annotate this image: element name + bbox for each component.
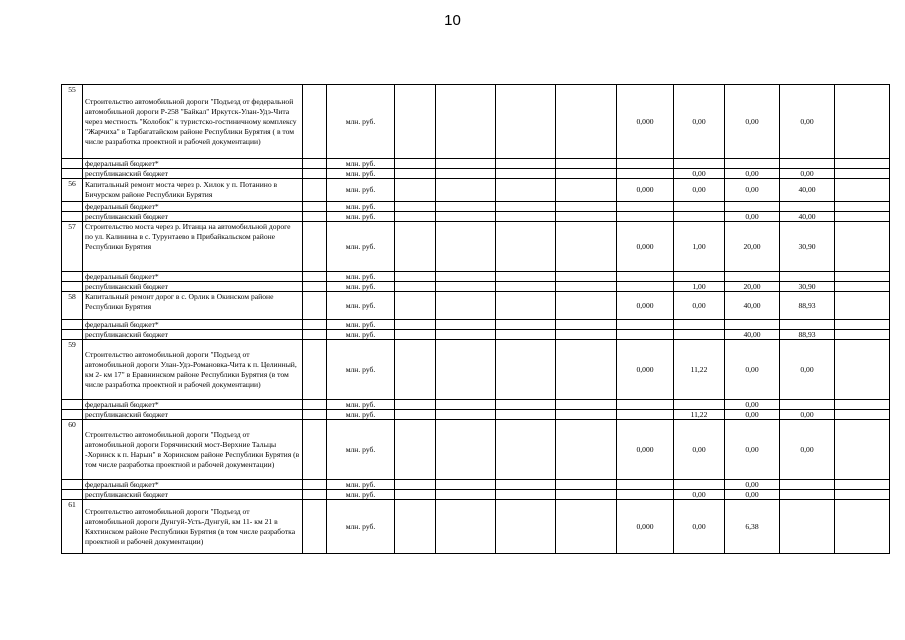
blank-cell (62, 330, 83, 340)
value-cell (674, 272, 725, 282)
blank-cell (62, 410, 83, 420)
blank-cell (835, 179, 890, 202)
value-cell: 0,00 (674, 169, 725, 179)
unit-cell: млн. руб. (327, 85, 395, 159)
value-cell (674, 480, 725, 490)
unit-cell: млн. руб. (327, 212, 395, 222)
unit-cell: млн. руб. (327, 500, 395, 554)
page-number: 10 (444, 12, 461, 29)
value-cell (725, 272, 780, 282)
blank-cell (556, 169, 617, 179)
blank-cell (496, 340, 556, 400)
blank-cell (556, 480, 617, 490)
blank-cell (556, 85, 617, 159)
blank-cell (436, 400, 496, 410)
value-cell: 20,00 (725, 222, 780, 272)
blank-cell (496, 500, 556, 554)
value-cell (780, 159, 835, 169)
blank-cell (62, 282, 83, 292)
blank-cell (556, 330, 617, 340)
blank-cell (62, 272, 83, 282)
value-cell: 0,000 (617, 420, 674, 480)
value-cell (674, 330, 725, 340)
value-cell: 0,000 (617, 222, 674, 272)
blank-cell (303, 490, 327, 500)
blank-cell (556, 222, 617, 272)
blank-cell (62, 320, 83, 330)
unit-cell: млн. руб. (327, 330, 395, 340)
blank-cell (556, 320, 617, 330)
value-cell (617, 282, 674, 292)
value-cell: 0,000 (617, 179, 674, 202)
budget-source: федеральный бюджет* (83, 159, 303, 169)
blank-cell (395, 179, 436, 202)
unit-cell: млн. руб. (327, 490, 395, 500)
table-row (62, 292, 890, 320)
blank-cell (395, 159, 436, 169)
value-cell: 40,00 (780, 212, 835, 222)
unit-cell: млн. руб. (327, 292, 395, 320)
blank-cell (496, 202, 556, 212)
blank-cell (436, 282, 496, 292)
blank-cell (496, 480, 556, 490)
row-number: 60 (62, 420, 83, 480)
value-cell: 0,00 (780, 420, 835, 480)
blank-cell (835, 202, 890, 212)
blank-cell (303, 292, 327, 320)
blank-cell (496, 400, 556, 410)
blank-cell (835, 330, 890, 340)
blank-cell (303, 85, 327, 159)
blank-cell (395, 420, 436, 480)
value-cell: 0,00 (674, 490, 725, 500)
blank-cell (303, 500, 327, 554)
project-name: Строительство автомобильной дороги "Подъезд от автомобильной дороги Горячинский мост-Верхние Тальцы -Хоринск к п. Нарын" в Хоринском районе Республики Бурятия (в том числе разработка проектной и рабочей документации) (83, 420, 303, 480)
blank-cell (835, 169, 890, 179)
budget-source: федеральный бюджет* (83, 320, 303, 330)
blank-cell (556, 410, 617, 420)
blank-cell (436, 480, 496, 490)
table-row (62, 169, 890, 179)
table-row (62, 490, 890, 500)
unit-cell: млн. руб. (327, 410, 395, 420)
value-cell: 0,00 (674, 500, 725, 554)
unit-cell: млн. руб. (327, 400, 395, 410)
value-cell (780, 480, 835, 490)
value-cell (617, 400, 674, 410)
blank-cell (496, 212, 556, 222)
value-cell (725, 202, 780, 212)
blank-cell (556, 490, 617, 500)
table-row (62, 420, 890, 480)
blank-cell (496, 320, 556, 330)
blank-cell (303, 480, 327, 490)
blank-cell (436, 85, 496, 159)
blank-cell (303, 212, 327, 222)
blank-cell (436, 179, 496, 202)
project-name: Строительство автомобильной дороги "Подъезд от автомобильной дороги Улан-Удэ-Романовка-Чита к п. Целинный, км 2- км 17" в Еравнинском районе Республики Бурятия (в том числе разработка проектной и рабочей документации) (83, 340, 303, 400)
blank-cell (395, 340, 436, 400)
blank-cell (62, 400, 83, 410)
blank-cell (835, 320, 890, 330)
table-row (62, 179, 890, 202)
blank-cell (303, 420, 327, 480)
value-cell: 0,00 (780, 410, 835, 420)
blank-cell (62, 212, 83, 222)
blank-cell (436, 212, 496, 222)
blank-cell (496, 169, 556, 179)
blank-cell (62, 480, 83, 490)
blank-cell (556, 400, 617, 410)
unit-cell: млн. руб. (327, 340, 395, 400)
blank-cell (395, 330, 436, 340)
blank-cell (436, 340, 496, 400)
row-number: 59 (62, 340, 83, 400)
blank-cell (303, 282, 327, 292)
blank-cell (436, 490, 496, 500)
value-cell: 40,00 (725, 330, 780, 340)
value-cell: 88,93 (780, 292, 835, 320)
blank-cell (62, 159, 83, 169)
row-number: 57 (62, 222, 83, 272)
blank-cell (436, 292, 496, 320)
blank-cell (395, 400, 436, 410)
row-number: 55 (62, 85, 83, 159)
blank-cell (835, 282, 890, 292)
blank-cell (496, 292, 556, 320)
budget-source: республиканский бюджет (83, 282, 303, 292)
value-cell: 0,00 (725, 179, 780, 202)
table-row (62, 212, 890, 222)
value-cell: 0,00 (725, 400, 780, 410)
blank-cell (303, 202, 327, 212)
budget-source: республиканский бюджет (83, 330, 303, 340)
value-cell: 0,000 (617, 500, 674, 554)
blank-cell (436, 320, 496, 330)
value-cell (617, 212, 674, 222)
blank-cell (496, 159, 556, 169)
table-row (62, 222, 890, 272)
value-cell: 0,00 (725, 169, 780, 179)
blank-cell (835, 480, 890, 490)
value-cell: 0,000 (617, 340, 674, 400)
blank-cell (556, 272, 617, 282)
blank-cell (835, 410, 890, 420)
blank-cell (835, 420, 890, 480)
blank-cell (395, 272, 436, 282)
table-row (62, 85, 890, 159)
blank-cell (556, 202, 617, 212)
value-cell (674, 320, 725, 330)
blank-cell (395, 222, 436, 272)
value-cell (780, 400, 835, 410)
value-cell: 0,00 (674, 85, 725, 159)
blank-cell (556, 212, 617, 222)
blank-cell (303, 179, 327, 202)
blank-cell (395, 85, 436, 159)
project-name: Строительство моста через р. Итанца на автомобильной дороге по ул. Калинина в с. Турунтаево в Прибайкальском районе Республики Бурятия (83, 222, 303, 272)
value-cell (780, 500, 835, 554)
value-cell: 0,00 (780, 85, 835, 159)
budget-source: федеральный бюджет* (83, 480, 303, 490)
blank-cell (395, 480, 436, 490)
unit-cell: млн. руб. (327, 202, 395, 212)
blank-cell (496, 410, 556, 420)
blank-cell (835, 212, 890, 222)
blank-cell (556, 179, 617, 202)
blank-cell (62, 202, 83, 212)
value-cell: 20,00 (725, 282, 780, 292)
value-cell: 0,00 (780, 340, 835, 400)
row-number: 56 (62, 179, 83, 202)
project-name: Строительство автомобильной дороги "Подъезд от автомобильной дороги Дунгуй-Усть-Дунгуй, км 11- км 21 в Кяхтинском районе Республики Бурятия (в том числе разработка проектной и рабочей документации) (83, 500, 303, 554)
blank-cell (436, 159, 496, 169)
value-cell: 11,22 (674, 340, 725, 400)
value-cell: 0,00 (725, 420, 780, 480)
value-cell (780, 320, 835, 330)
blank-cell (303, 400, 327, 410)
blank-cell (496, 490, 556, 500)
value-cell (617, 480, 674, 490)
budget-source: республиканский бюджет (83, 169, 303, 179)
blank-cell (556, 282, 617, 292)
value-cell (617, 490, 674, 500)
blank-cell (556, 340, 617, 400)
unit-cell: млн. руб. (327, 222, 395, 272)
unit-cell: млн. руб. (327, 272, 395, 282)
blank-cell (556, 500, 617, 554)
blank-cell (436, 330, 496, 340)
budget-table (61, 84, 890, 554)
blank-cell (835, 159, 890, 169)
blank-cell (556, 159, 617, 169)
blank-cell (496, 272, 556, 282)
unit-cell: млн. руб. (327, 169, 395, 179)
value-cell (674, 202, 725, 212)
value-cell: 40,00 (780, 179, 835, 202)
value-cell (780, 272, 835, 282)
value-cell: 11,22 (674, 410, 725, 420)
blank-cell (496, 179, 556, 202)
budget-source: республиканский бюджет (83, 212, 303, 222)
budget-source: федеральный бюджет* (83, 272, 303, 282)
blank-cell (835, 340, 890, 400)
value-cell (780, 202, 835, 212)
value-cell: 0,00 (780, 169, 835, 179)
table-row (62, 320, 890, 330)
project-name: Капитальный ремонт дорог в с. Орлик в Окинском районе Республики Бурятия (83, 292, 303, 320)
unit-cell: млн. руб. (327, 282, 395, 292)
blank-cell (436, 500, 496, 554)
value-cell (617, 410, 674, 420)
blank-cell (62, 490, 83, 500)
blank-cell (395, 490, 436, 500)
blank-cell (303, 320, 327, 330)
budget-source: федеральный бюджет* (83, 400, 303, 410)
value-cell (617, 169, 674, 179)
row-number: 61 (62, 500, 83, 554)
blank-cell (835, 490, 890, 500)
blank-cell (395, 212, 436, 222)
blank-cell (395, 500, 436, 554)
blank-cell (303, 159, 327, 169)
blank-cell (835, 222, 890, 272)
value-cell: 1,00 (674, 282, 725, 292)
value-cell: 0,00 (725, 85, 780, 159)
value-cell: 30,90 (780, 222, 835, 272)
value-cell (674, 400, 725, 410)
table-row (62, 282, 890, 292)
budget-source: федеральный бюджет* (83, 202, 303, 212)
blank-cell (303, 169, 327, 179)
value-cell (617, 320, 674, 330)
blank-cell (303, 272, 327, 282)
blank-cell (496, 420, 556, 480)
unit-cell: млн. руб. (327, 320, 395, 330)
blank-cell (303, 340, 327, 400)
table-row (62, 330, 890, 340)
unit-cell: млн. руб. (327, 179, 395, 202)
blank-cell (62, 169, 83, 179)
blank-cell (496, 85, 556, 159)
value-cell (780, 490, 835, 500)
blank-cell (556, 292, 617, 320)
table-row (62, 340, 890, 400)
budget-source: республиканский бюджет (83, 490, 303, 500)
blank-cell (835, 400, 890, 410)
value-cell: 1,00 (674, 222, 725, 272)
blank-cell (496, 330, 556, 340)
value-cell: 0,00 (674, 420, 725, 480)
value-cell (725, 159, 780, 169)
value-cell (674, 159, 725, 169)
value-cell: 0,00 (674, 292, 725, 320)
blank-cell (395, 292, 436, 320)
value-cell: 88,93 (780, 330, 835, 340)
value-cell: 0,00 (725, 340, 780, 400)
blank-cell (395, 410, 436, 420)
blank-cell (496, 222, 556, 272)
value-cell: 0,000 (617, 85, 674, 159)
table-row (62, 410, 890, 420)
value-cell (617, 272, 674, 282)
value-cell: 0,00 (725, 212, 780, 222)
value-cell: 0,00 (725, 480, 780, 490)
blank-cell (436, 202, 496, 212)
blank-cell (436, 222, 496, 272)
table-row (62, 480, 890, 490)
blank-cell (436, 420, 496, 480)
value-cell: 6,38 (725, 500, 780, 554)
row-number: 58 (62, 292, 83, 320)
value-cell (725, 320, 780, 330)
table-row (62, 500, 890, 554)
value-cell: 40,00 (725, 292, 780, 320)
project-name: Капитальный ремонт моста через р. Хилок у п. Потанино в Бичурском районе Республики Бурятия (83, 179, 303, 202)
project-name: Строительство автомобильной дороги "Подъезд от федеральной автомобильной дороги Р-258 "Байкал" Иркутск-Улан-Удэ-Чита через местность "Колобок" к туристско-гостиничному комплексу "Жарчиха" в Тарбагатайском районе Республики Бурятия ( в том числе разработка проектной и рабочей документации) (83, 85, 303, 159)
blank-cell (395, 202, 436, 212)
value-cell: 0,00 (674, 179, 725, 202)
blank-cell (835, 85, 890, 159)
value-cell (617, 202, 674, 212)
blank-cell (303, 410, 327, 420)
table-row (62, 202, 890, 212)
blank-cell (395, 320, 436, 330)
blank-cell (436, 410, 496, 420)
blank-cell (835, 272, 890, 282)
unit-cell: млн. руб. (327, 159, 395, 169)
blank-cell (303, 222, 327, 272)
value-cell (617, 159, 674, 169)
value-cell: 0,00 (725, 410, 780, 420)
blank-cell (496, 282, 556, 292)
blank-cell (395, 282, 436, 292)
table-row (62, 400, 890, 410)
value-cell: 30,90 (780, 282, 835, 292)
value-cell (617, 330, 674, 340)
table-row (62, 159, 890, 169)
blank-cell (835, 500, 890, 554)
value-cell (674, 212, 725, 222)
unit-cell: млн. руб. (327, 480, 395, 490)
blank-cell (556, 420, 617, 480)
value-cell: 0,000 (617, 292, 674, 320)
blank-cell (395, 169, 436, 179)
budget-source: республиканский бюджет (83, 410, 303, 420)
blank-cell (303, 330, 327, 340)
table-row (62, 272, 890, 282)
blank-cell (436, 169, 496, 179)
value-cell: 0,00 (725, 490, 780, 500)
blank-cell (436, 272, 496, 282)
blank-cell (835, 292, 890, 320)
unit-cell: млн. руб. (327, 420, 395, 480)
